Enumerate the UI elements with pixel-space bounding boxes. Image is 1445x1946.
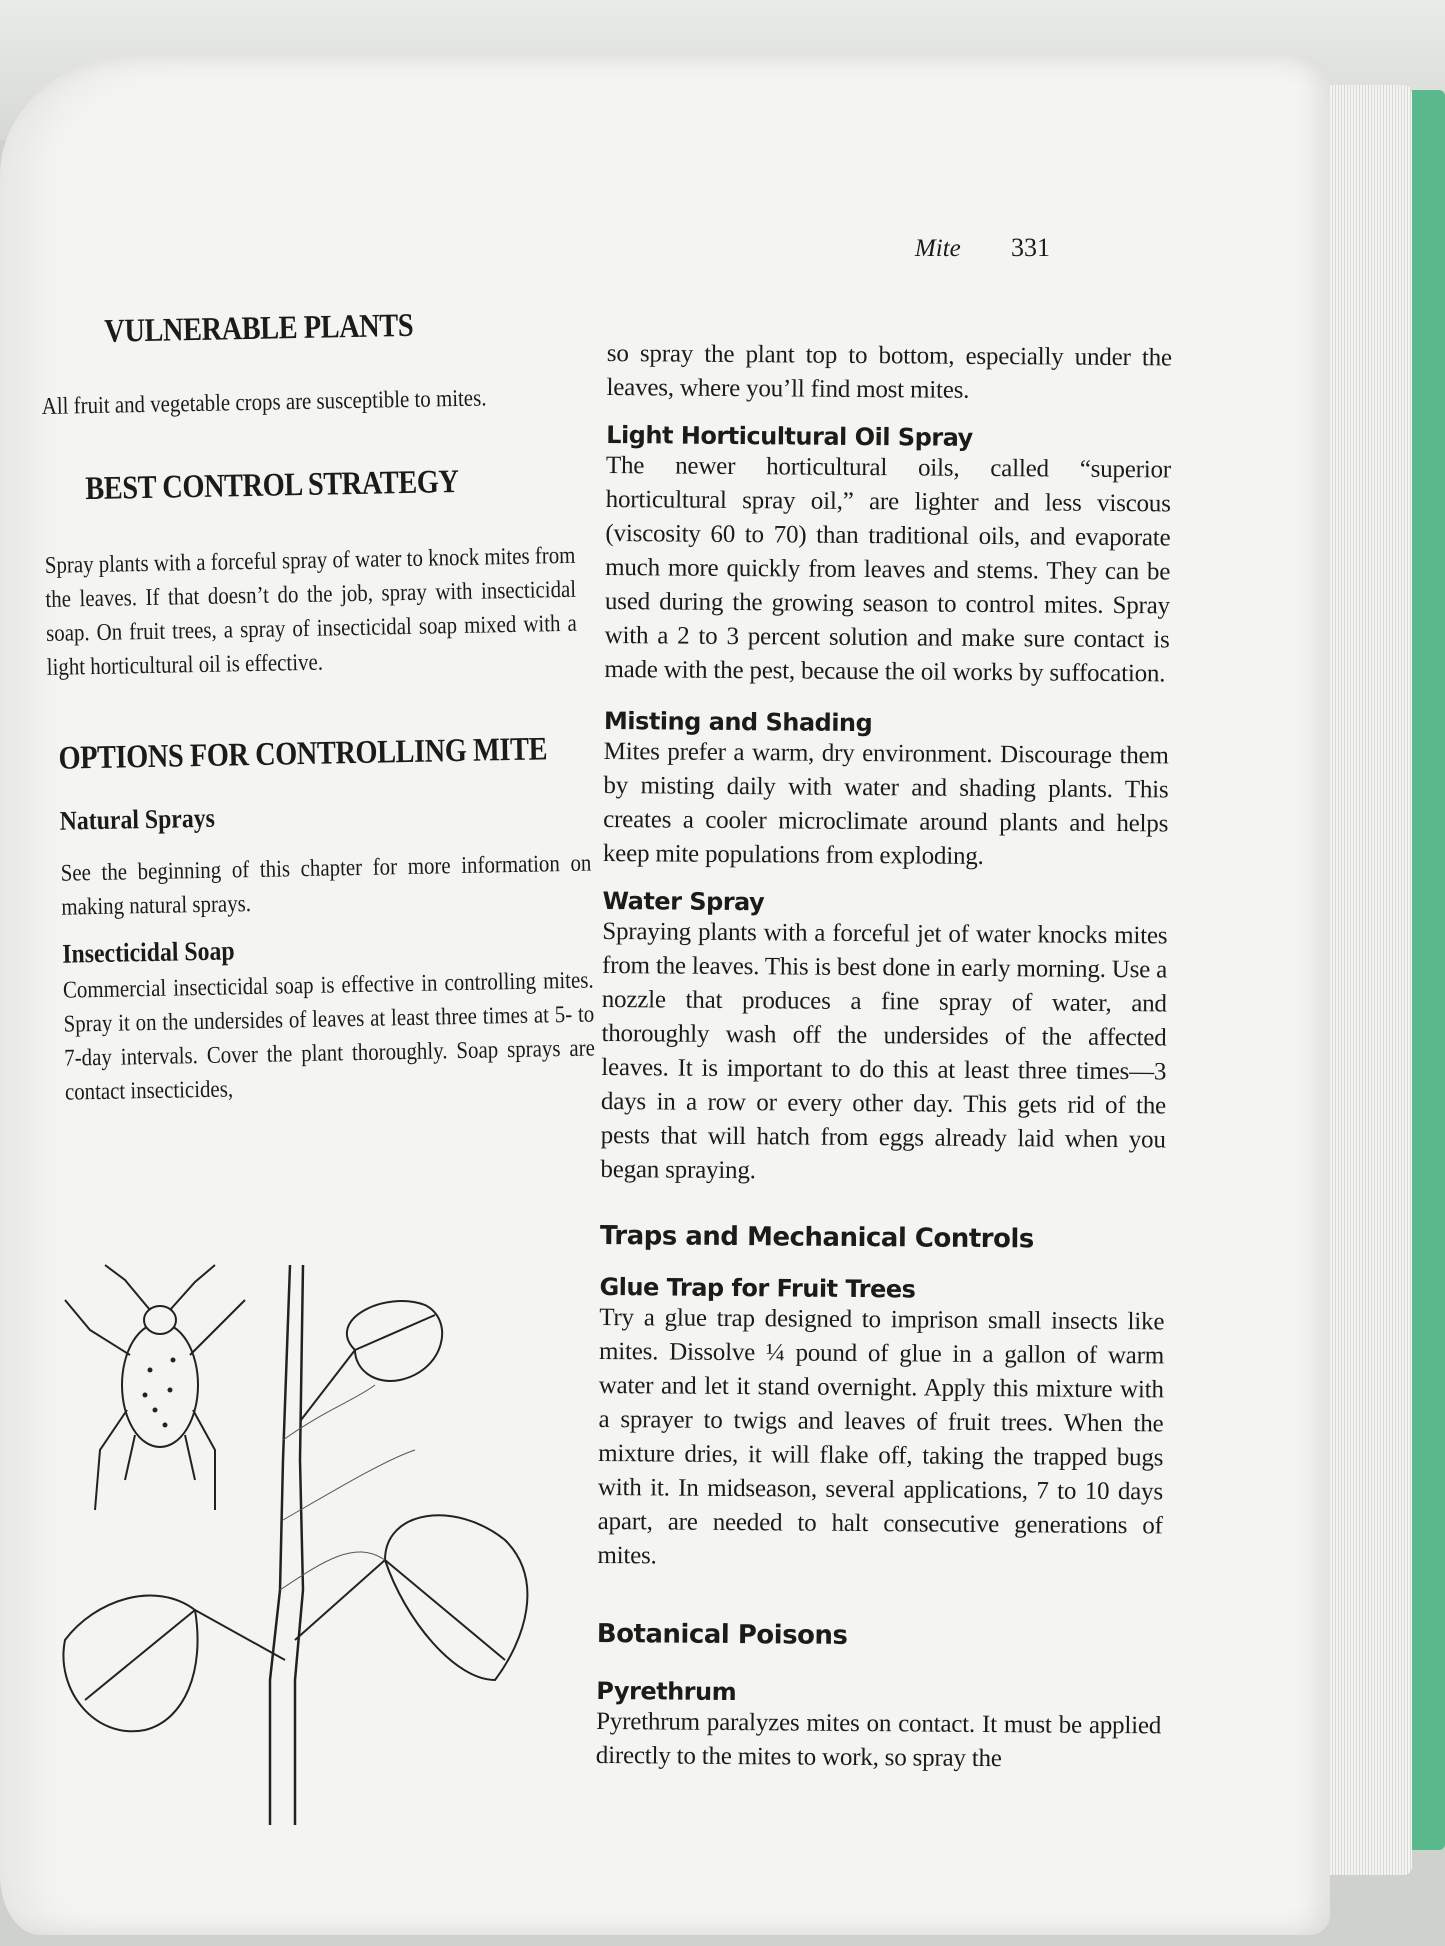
pyrethrum-heading: Pyrethrum <box>596 1676 737 1707</box>
right-column <box>596 337 1172 1777</box>
oil-spray-heading: Light Horticultural Oil Spray <box>606 420 973 452</box>
glue-trap-heading: Glue Trap for Fruit Trees <box>599 1272 916 1304</box>
page-number: 331 <box>1011 233 1050 262</box>
mite-drawing <box>65 1265 245 1510</box>
pyrethrum-text: Pyrethrum paralyzes mites on contact. It must be applied directly to the mites to work, so spray the <box>595 1707 1162 1773</box>
vulnerable-plants-heading: VULNERABLE PLANTS <box>103 307 414 350</box>
natural-sprays-heading: Natural Sprays <box>59 802 216 836</box>
best-control-heading: BEST CONTROL STRATEGY <box>85 464 459 508</box>
options-heading: OPTIONS FOR CONTROLLING MITE <box>58 731 548 777</box>
insecticidal-soap-text: Commercial insecticidal soap is effective in controlling mites. Spray it on the undersides of leaves at least three times at 5- to 7-day intervals. Cover the plant thoroughly. Soap sprays are contact insecticides, <box>62 967 596 1106</box>
oil-spray-text: The newer horticultural oils, called “superior horticultural spray oil,” are lighter and less viscous (viscosity 60 to 70) than traditional oils, and evaporate much more quickly from leaves and stems. They can be used during the growing season to control mites. Spray with a 2 to 3 percent solution and make sure contact is made with the pest, because the oil works by suffocation. <box>604 451 1172 688</box>
insecticidal-soap-heading: Insecticidal Soap <box>61 935 235 969</box>
section-title: Mite <box>914 235 961 262</box>
book-page <box>0 55 1330 1935</box>
running-header <box>915 233 1050 263</box>
misting-text: Mites prefer a warm, dry environment. Discourage them by misting daily with water and shading plants. This creates a cooler microclimate around plants and helps keep mite populations from exploding. <box>602 737 1169 870</box>
misting-heading: Misting and Shading <box>603 706 873 738</box>
water-spray-text: Spraying plants with a forceful jet of water knocks mites from the leaves. This is best done in early morning. Use a nozzle that produces a fine spray of water, and thoroughly wash off the undersides of the affected leaves. It is important to do this at least three times—3 days in a row or every other day. This gets rid of the pests that will hatch from eggs already laid when you began spraying. <box>600 917 1168 1185</box>
water-spray-heading: Water Spray <box>602 886 765 917</box>
traps-heading: Traps and Mechanical Controls <box>599 1220 1034 1255</box>
botanical-heading: Botanical Poisons <box>596 1618 848 1651</box>
glue-trap-text: Try a glue trap designed to imprison small insects like mites. Dissolve ¼ pound of glue in a gallon of warm water and let it stand overnight. Apply this mixture with a sprayer to twigs and leaves of fruit trees. When the mixture dries, it will flake off, taking the trapped bugs with it. In midseason, several applications, 7 to 10 days apart, are needed to halt consecutive generations of mites. <box>597 1303 1165 1570</box>
mite-plant-illustration <box>55 1260 575 1830</box>
left-column <box>40 305 596 1110</box>
continued-text: so spray the plant top to bottom, especially under the leaves, where you’ll find most mites. <box>606 339 1172 404</box>
vulnerable-plants-text: All fruit and vegetable crops are susceptible to mites. <box>41 385 487 420</box>
best-control-text: Spray plants with a forceful spray of water to knock mites from the leaves. If that doesn’t do the job, spray with insecticidal soap. On fruit trees, a spray of insecticidal soap mixed with a light horticultural oil is effective. <box>44 542 577 681</box>
natural-sprays-text: See the beginning of this chapter for more information on making natural sprays. <box>60 850 592 921</box>
